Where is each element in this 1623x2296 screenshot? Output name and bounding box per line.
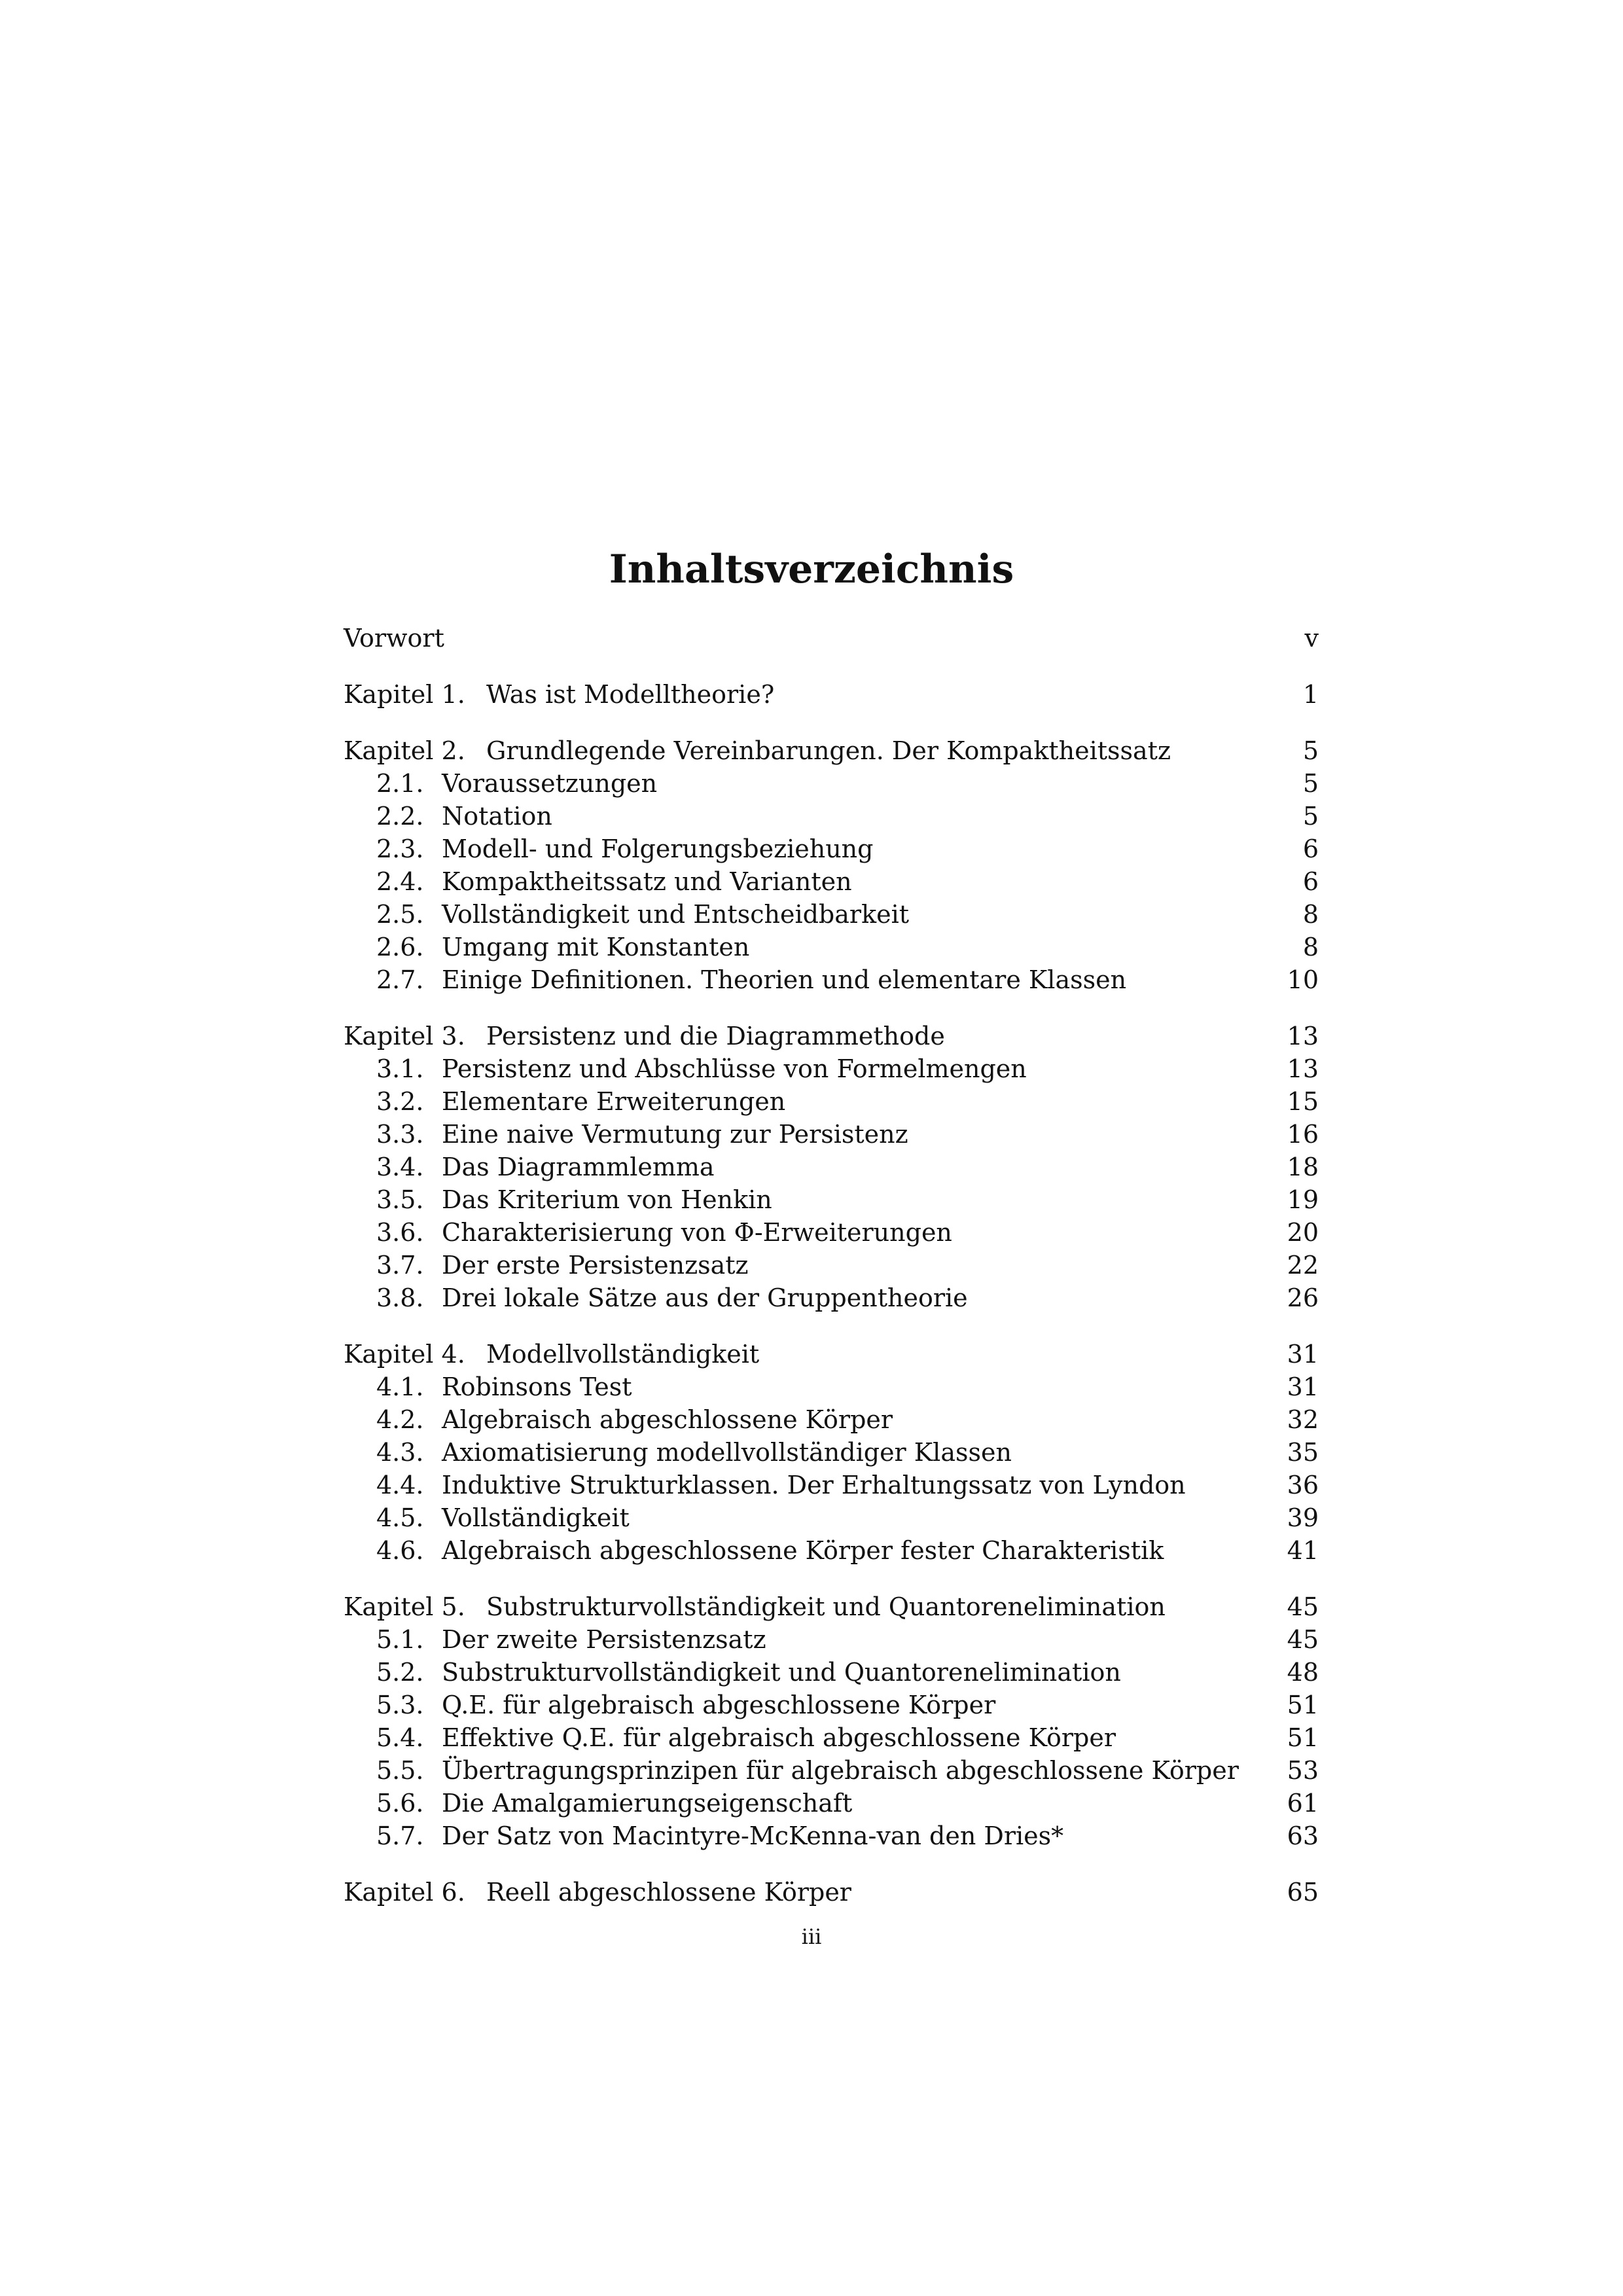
section-number: 5.4. <box>376 1723 424 1752</box>
entry-title: Vorwort <box>344 624 444 653</box>
entry-page-number: 31 <box>1287 1372 1319 1401</box>
entry-title: Eine naive Vermutung zur Persistenz <box>442 1120 908 1149</box>
toc-section-entry <box>344 1216 1319 1249</box>
entry-page-number: 15 <box>1287 1087 1319 1116</box>
toc-section-entry <box>344 1469 1319 1501</box>
section-number: 3.1. <box>376 1054 424 1083</box>
entry-title: Induktive Strukturklassen. Der Erhaltungssatz von Lyndon <box>442 1471 1186 1499</box>
entry-title: Substrukturvollständigkeit und Quantorenelimination <box>442 1658 1121 1687</box>
entry-title: Übertragungsprinzipen für algebraisch abgeschlossene Körper <box>442 1756 1239 1785</box>
section-number: 3.5. <box>376 1185 424 1214</box>
entry-title: Modellvollständigkeit <box>486 1340 760 1369</box>
table-of-contents <box>344 622 1319 1909</box>
entry-page-number: 63 <box>1287 1821 1319 1850</box>
toc-section-entry <box>344 1820 1319 1852</box>
toc-chapter-entry <box>344 1020 1319 1052</box>
section-number: 5.2. <box>376 1658 424 1687</box>
section-number: 4.1. <box>376 1372 424 1401</box>
entry-page-number: 45 <box>1287 1625 1319 1654</box>
entry-title: Effektive Q.E. für algebraisch abgeschlossene Körper <box>442 1723 1116 1752</box>
entry-title: Persistenz und die Diagrammethode <box>486 1022 945 1050</box>
entry-title: Persistenz und Abschlüsse von Formelmengen <box>442 1054 1027 1083</box>
entry-page-number: 51 <box>1287 1691 1319 1719</box>
entry-title: Der Satz von Macintyre-McKenna-van den Dries* <box>442 1821 1064 1850</box>
entry-page-number: 18 <box>1287 1153 1319 1181</box>
toc-section-entry <box>344 1403 1319 1436</box>
entry-title: Vollständigkeit <box>442 1503 630 1532</box>
toc-section-entry <box>344 1052 1319 1085</box>
entry-title: Algebraisch abgeschlossene Körper <box>442 1405 893 1434</box>
toc-section-entry <box>344 1501 1319 1534</box>
section-number: 5.7. <box>376 1821 424 1850</box>
entry-title: Einige Definitionen. Theorien und elementare Klassen <box>442 965 1127 994</box>
entry-page-number: 8 <box>1302 933 1319 961</box>
entry-page-number: 13 <box>1287 1022 1319 1050</box>
toc-section-entry <box>344 1689 1319 1721</box>
toc-section-entry <box>344 1787 1319 1820</box>
section-number: 2.7. <box>376 965 424 994</box>
entry-page-number: 16 <box>1287 1120 1319 1149</box>
toc-chapter-entry <box>344 1338 1319 1371</box>
toc-section-entry <box>344 963 1319 996</box>
section-number: 4.6. <box>376 1536 424 1565</box>
toc-section-entry <box>344 1151 1319 1183</box>
section-number: 3.6. <box>376 1218 424 1247</box>
section-number: 5.6. <box>376 1789 424 1818</box>
chapter-number: Kapitel 4. <box>344 1340 465 1369</box>
entry-title: Was ist Modelltheorie? <box>486 680 775 709</box>
page-title: Inhaltsverzeichnis <box>609 547 1014 593</box>
entry-title: Umgang mit Konstanten <box>442 933 750 961</box>
entry-title: Reell abgeschlossene Körper <box>486 1878 851 1907</box>
section-number: 3.3. <box>376 1120 424 1149</box>
entry-page-number: 32 <box>1287 1405 1319 1434</box>
entry-title: Grundlegende Vereinbarungen. Der Kompaktheitssatz <box>486 736 1171 765</box>
entry-page-number: 5 <box>1302 769 1319 798</box>
entry-title: Voraussetzungen <box>442 769 658 798</box>
entry-page-number: 61 <box>1287 1789 1319 1818</box>
toc-section-entry <box>344 1623 1319 1656</box>
entry-page-number: 6 <box>1302 834 1319 863</box>
entry-page-number: 22 <box>1287 1251 1319 1280</box>
section-number: 4.4. <box>376 1471 424 1499</box>
entry-page-number: 5 <box>1302 802 1319 831</box>
section-number: 3.4. <box>376 1153 424 1181</box>
toc-section-entry <box>344 1754 1319 1787</box>
entry-page-number: 53 <box>1287 1756 1319 1785</box>
toc-section-entry <box>344 1436 1319 1469</box>
entry-title: Kompaktheitssatz und Varianten <box>442 867 852 896</box>
entry-page-number: 36 <box>1287 1471 1319 1499</box>
toc-chapter-entry <box>344 622 1319 655</box>
toc-section-entry <box>344 1656 1319 1689</box>
section-number: 2.3. <box>376 834 424 863</box>
entry-page-number: 1 <box>1302 680 1319 709</box>
entry-page-number: 35 <box>1287 1438 1319 1467</box>
entry-title: Q.E. für algebraisch abgeschlossene Körper <box>442 1691 996 1719</box>
section-number: 2.1. <box>376 769 424 798</box>
section-number: 4.3. <box>376 1438 424 1467</box>
entry-title: Substrukturvollständigkeit und Quantorenelimination <box>486 1592 1166 1621</box>
toc-section-entry <box>344 931 1319 963</box>
chapter-number: Kapitel 2. <box>344 736 465 765</box>
section-number: 3.2. <box>376 1087 424 1116</box>
toc-section-entry <box>344 1085 1319 1118</box>
toc-section-entry <box>344 1371 1319 1403</box>
section-number: 4.5. <box>376 1503 424 1532</box>
toc-chapter-entry <box>344 1876 1319 1909</box>
entry-title: Axiomatisierung modellvollständiger Klassen <box>442 1438 1012 1467</box>
page-number: iii <box>801 1924 822 1949</box>
chapter-number: Kapitel 1. <box>344 680 465 709</box>
chapter-number: Kapitel 6. <box>344 1878 465 1907</box>
entry-page-number: 5 <box>1302 736 1319 765</box>
toc-chapter-entry <box>344 734 1319 767</box>
entry-title: Notation <box>442 802 552 831</box>
toc-section-entry <box>344 833 1319 865</box>
entry-title: Das Kriterium von Henkin <box>442 1185 772 1214</box>
section-number: 2.5. <box>376 900 424 929</box>
section-number: 4.2. <box>376 1405 424 1434</box>
section-number: 5.1. <box>376 1625 424 1654</box>
entry-page-number: 13 <box>1287 1054 1319 1083</box>
entry-title: Die Amalgamierungseigenschaft <box>442 1789 853 1818</box>
entry-page-number: v <box>1304 624 1319 653</box>
entry-title: Modell- und Folgerungsbeziehung <box>442 834 874 863</box>
entry-title: Algebraisch abgeschlossene Körper fester Charakteristik <box>442 1536 1164 1565</box>
chapter-number: Kapitel 5. <box>344 1592 465 1621</box>
toc-section-entry <box>344 1118 1319 1151</box>
entry-page-number: 8 <box>1302 900 1319 929</box>
toc-section-entry <box>344 1534 1319 1567</box>
entry-page-number: 45 <box>1287 1592 1319 1621</box>
section-number: 5.3. <box>376 1691 424 1719</box>
section-number: 2.4. <box>376 867 424 896</box>
toc-section-entry <box>344 865 1319 898</box>
entry-page-number: 6 <box>1302 867 1319 896</box>
entry-page-number: 39 <box>1287 1503 1319 1532</box>
toc-chapter-entry <box>344 678 1319 711</box>
chapter-number: Kapitel 3. <box>344 1022 465 1050</box>
entry-title: Der erste Persistenzsatz <box>442 1251 749 1280</box>
section-number: 3.7. <box>376 1251 424 1280</box>
toc-section-entry <box>344 1183 1319 1216</box>
entry-title: Robinsons Test <box>442 1372 632 1401</box>
entry-page-number: 65 <box>1287 1878 1319 1907</box>
entry-title: Vollständigkeit und Entscheidbarkeit <box>442 900 910 929</box>
entry-title: Der zweite Persistenzsatz <box>442 1625 766 1654</box>
entry-page-number: 51 <box>1287 1723 1319 1752</box>
toc-section-entry <box>344 1249 1319 1282</box>
entry-page-number: 41 <box>1287 1536 1319 1565</box>
entry-page-number: 48 <box>1287 1658 1319 1687</box>
entry-page-number: 20 <box>1287 1218 1319 1247</box>
entry-title: Charakterisierung von Φ-Erweiterungen <box>442 1218 952 1247</box>
entry-title: Elementare Erweiterungen <box>442 1087 786 1116</box>
entry-page-number: 26 <box>1287 1283 1319 1312</box>
entry-page-number: 10 <box>1287 965 1319 994</box>
entry-title: Das Diagrammlemma <box>442 1153 715 1181</box>
section-number: 2.6. <box>376 933 424 961</box>
entry-title: Drei lokale Sätze aus der Gruppentheorie <box>442 1283 968 1312</box>
section-number: 3.8. <box>376 1283 424 1312</box>
section-number: 2.2. <box>376 802 424 831</box>
toc-section-entry <box>344 800 1319 833</box>
entry-page-number: 19 <box>1287 1185 1319 1214</box>
toc-section-entry <box>344 898 1319 931</box>
toc-chapter-entry <box>344 1590 1319 1623</box>
section-number: 5.5. <box>376 1756 424 1785</box>
entry-page-number: 31 <box>1287 1340 1319 1369</box>
toc-section-entry <box>344 767 1319 800</box>
toc-section-entry <box>344 1721 1319 1754</box>
toc-section-entry <box>344 1282 1319 1314</box>
